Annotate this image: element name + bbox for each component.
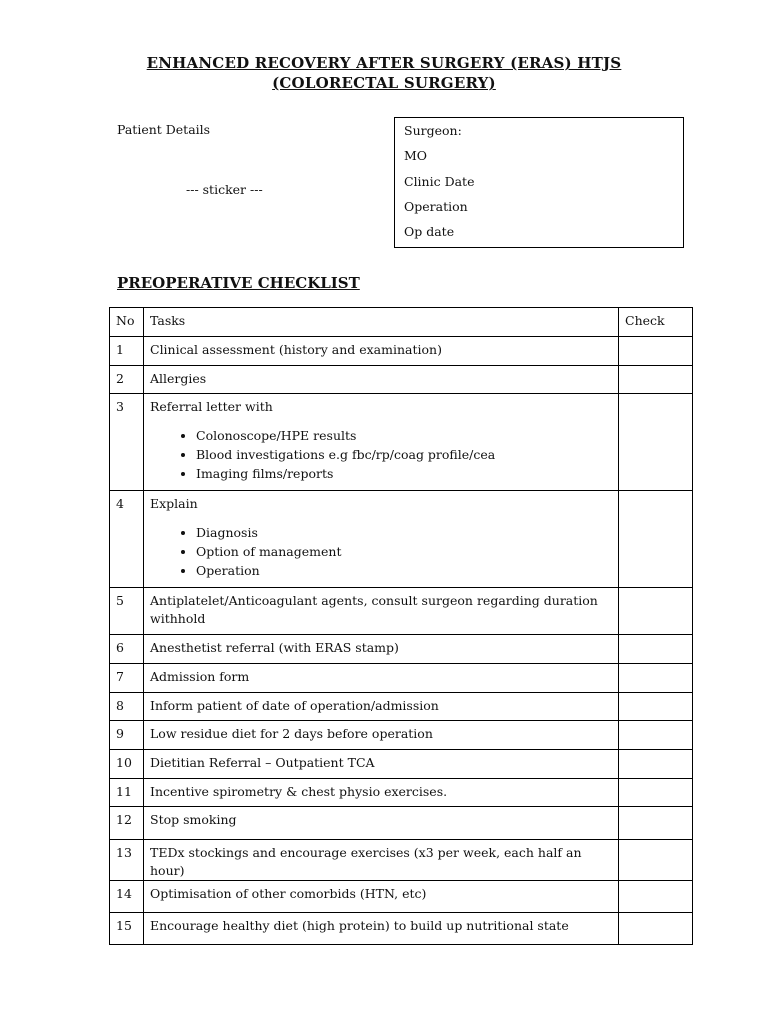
row-task: [144, 366, 619, 394]
row-check-cell: [619, 881, 693, 913]
op-date-label: Op date: [404, 224, 455, 240]
task-bullet-item: • Diagnosis: [196, 523, 612, 542]
row-task: [144, 750, 619, 779]
task-bullet-list: [150, 523, 612, 580]
row-task-text: Encourage healthy diet (high protein) to build up nutritional state: [150, 918, 569, 933]
surgery-info-box: [394, 117, 684, 248]
row-task-text: Referral letter with: [150, 399, 273, 414]
row-task-text: Anesthetist referral (with ERAS stamp): [150, 640, 399, 655]
row-task-text: Admission form: [150, 669, 250, 684]
row-task: [144, 881, 619, 913]
row-task: [144, 394, 619, 491]
table-row: [110, 807, 693, 840]
table-row: [110, 913, 693, 945]
table-row: [110, 337, 693, 366]
table-row: [110, 366, 693, 394]
row-number: 3: [110, 394, 144, 491]
operation-label: Operation: [404, 198, 468, 214]
table-row: [110, 394, 693, 491]
row-number: 14: [110, 881, 144, 913]
row-check-cell: [619, 779, 693, 807]
sticker-placeholder: --- sticker ---: [186, 182, 263, 197]
row-task-text: Optimisation of other comorbids (HTN, etc): [150, 886, 427, 901]
table-row: [110, 750, 693, 779]
row-check-cell: [619, 807, 693, 840]
row-task-text: Explain: [150, 496, 198, 511]
row-number: 1: [110, 337, 144, 366]
row-task: [144, 693, 619, 721]
row-check-cell: [619, 664, 693, 693]
task-bullet-item: • Colonoscope/HPE results: [196, 426, 612, 445]
row-number: 7: [110, 664, 144, 693]
row-check-cell: [619, 635, 693, 664]
header-check: Check: [619, 308, 693, 337]
surgeon-label: Surgeon:: [404, 123, 462, 138]
row-number: 13: [110, 840, 144, 881]
row-task: [144, 664, 619, 693]
document-title-line1: ENHANCED RECOVERY AFTER SURGERY (ERAS) HTJS: [146, 54, 622, 72]
task-bullet-list: [150, 426, 612, 483]
row-number: 10: [110, 750, 144, 779]
task-bullet-item: • Imaging films/reports: [196, 464, 612, 483]
table-row: [110, 721, 693, 750]
row-task-text: Allergies: [150, 371, 207, 386]
table-row: [110, 635, 693, 664]
row-task: [144, 588, 619, 635]
row-task: [144, 337, 619, 366]
clinic-date-label: Clinic Date: [404, 173, 475, 189]
preoperative-checklist-table: [109, 307, 693, 945]
task-bullet-item: • Blood investigations e.g fbc/rp/coag profile/cea: [196, 445, 612, 464]
table-row: [110, 664, 693, 693]
row-number: 9: [110, 721, 144, 750]
header-tasks: Tasks: [144, 308, 619, 337]
row-task-text: Stop smoking: [150, 812, 237, 827]
row-task-text: Incentive spirometry & chest physio exercises.: [150, 784, 448, 799]
header-no: No: [110, 308, 144, 337]
mo-label: MO: [404, 148, 428, 164]
row-check-cell: [619, 366, 693, 394]
row-task: [144, 913, 619, 945]
row-task: [144, 491, 619, 588]
row-task-text: Inform patient of date of operation/admission: [150, 698, 439, 713]
row-check-cell: [619, 840, 693, 881]
row-task-text: Dietitian Referral – Outpatient TCA: [150, 755, 375, 770]
row-number: 4: [110, 491, 144, 588]
row-number: 5: [110, 588, 144, 635]
row-check-cell: [619, 750, 693, 779]
row-task: [144, 721, 619, 750]
patient-details-label: Patient Details: [117, 122, 211, 137]
row-task: [144, 840, 619, 881]
table-row: [110, 779, 693, 807]
row-check-cell: [619, 337, 693, 366]
row-task: [144, 779, 619, 807]
table-row: [110, 693, 693, 721]
row-task-text: TEDx stockings and encourage exercises (x3 per week, each half an hour): [150, 845, 582, 878]
row-check-cell: [619, 913, 693, 945]
table-row: [110, 881, 693, 913]
section-title: PREOPERATIVE CHECKLIST: [117, 274, 360, 292]
row-check-cell: [619, 394, 693, 491]
row-number: 11: [110, 779, 144, 807]
row-task-text: Low residue diet for 2 days before operation: [150, 726, 433, 741]
table-header-row: [110, 308, 693, 337]
row-check-cell: [619, 693, 693, 721]
row-check-cell: [619, 491, 693, 588]
row-task-text: Clinical assessment (history and examination): [150, 342, 442, 357]
row-task-text: Antiplatelet/Anticoagulant agents, consult surgeon regarding duration withhold: [150, 593, 598, 626]
row-number: 2: [110, 366, 144, 394]
row-check-cell: [619, 588, 693, 635]
row-number: 8: [110, 693, 144, 721]
table-row: [110, 491, 693, 588]
row-number: 15: [110, 913, 144, 945]
table-row: [110, 840, 693, 881]
row-number: 6: [110, 635, 144, 664]
row-task: [144, 635, 619, 664]
table-row: [110, 588, 693, 635]
document-title-line2: (COLORECTAL SURGERY): [272, 74, 496, 92]
row-check-cell: [619, 721, 693, 750]
row-task: [144, 807, 619, 840]
row-number: 12: [110, 807, 144, 840]
task-bullet-item: • Operation: [196, 561, 612, 580]
task-bullet-item: • Option of management: [196, 542, 612, 561]
